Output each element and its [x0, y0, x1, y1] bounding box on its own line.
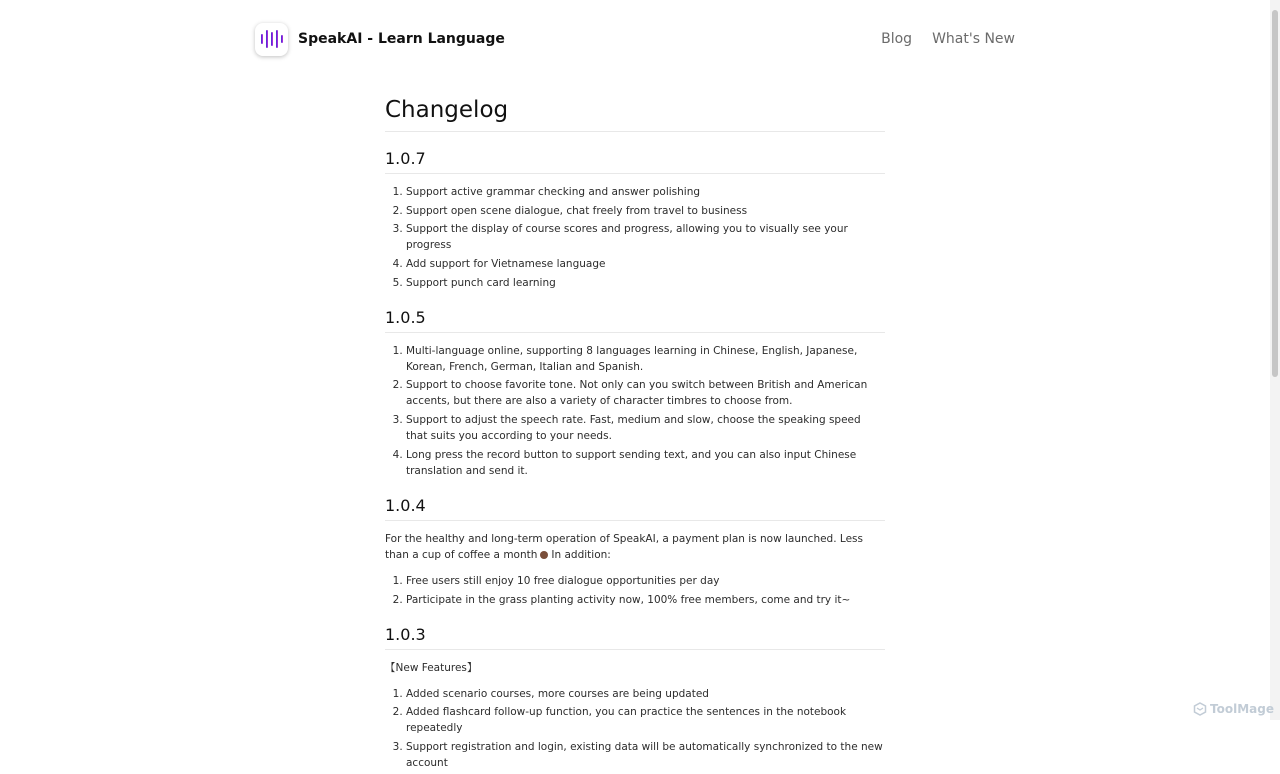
- changelog-content: [385, 96, 885, 774]
- brand-link[interactable]: [255, 23, 505, 56]
- list-item: 2. Support open scene dialogue, chat freely from travel to business: [406, 203, 885, 219]
- list-item: 2. Participate in the grass planting activity now, 100% free members, come and try it~: [406, 592, 885, 608]
- list-item: 5. Support punch card learning: [406, 275, 885, 291]
- nav-link-whats-new[interactable]: What's New: [932, 31, 1015, 47]
- brand-name: SpeakAI - Learn Language: [298, 31, 505, 47]
- page-title: Changelog: [385, 96, 885, 132]
- list-item: 3. Support registration and login, existing data will be automatically synchronized to the new account: [406, 739, 885, 771]
- list-item: 1. Support active grammar checking and answer polishing: [406, 184, 885, 200]
- watermark: [1193, 702, 1274, 716]
- site-header: [255, 21, 1015, 57]
- changelog-list: [385, 343, 885, 479]
- version-heading: 1.0.7: [385, 149, 885, 174]
- changelog-list: [385, 184, 885, 291]
- coffee-icon: [540, 551, 548, 559]
- nav-link-blog[interactable]: Blog: [881, 31, 913, 47]
- list-item: 4. Long press the record button to support sending text, and you can also input Chinese translation and send it.: [406, 447, 885, 479]
- scrollbar[interactable]: [1270, 0, 1280, 720]
- watermark-text: ToolMage: [1210, 702, 1274, 716]
- list-item: 3. Support to adjust the speech rate. Fast, medium and slow, choose the speaking speed that suits you according to your needs.: [406, 412, 885, 444]
- list-item: 2. Support to choose favorite tone. Not only can you switch between British and American accents, but there are also a variety of character timbres to choose from.: [406, 377, 885, 409]
- version-heading: 1.0.4: [385, 496, 885, 521]
- list-item: 1. Multi-language online, supporting 8 languages learning in Chinese, English, Japanese, Korean, French, German, Italian and Spanish.: [406, 343, 885, 375]
- top-nav: [861, 31, 1015, 47]
- list-item: 2. Added flashcard follow-up function, you can practice the sentences in the notebook repeatedly: [406, 704, 885, 736]
- version-heading: 1.0.3: [385, 625, 885, 650]
- list-item: 3. Support the display of course scores and progress, allowing you to visually see your progress: [406, 221, 885, 253]
- soundwave-icon: [255, 23, 288, 56]
- section-subheading: 【New Features】: [385, 661, 478, 674]
- list-item: 1. Free users still enjoy 10 free dialogue opportunities per day: [406, 573, 885, 589]
- list-item: 1. Added scenario courses, more courses are being updated: [406, 686, 885, 702]
- intro-text: For the healthy and long-term operation of SpeakAI, a payment plan is now launched. Less than a cup of coffee a month: [385, 532, 863, 561]
- changelog-list: [385, 573, 885, 608]
- version-heading: 1.0.5: [385, 308, 885, 333]
- list-item: 4. Add support for Vietnamese language: [406, 256, 885, 272]
- section-intro: [385, 531, 885, 563]
- intro-text-after: In addition:: [551, 548, 611, 561]
- scrollbar-thumb[interactable]: [1272, 10, 1278, 377]
- toolmage-logo-icon: [1193, 702, 1207, 716]
- changelog-list: [385, 686, 885, 771]
